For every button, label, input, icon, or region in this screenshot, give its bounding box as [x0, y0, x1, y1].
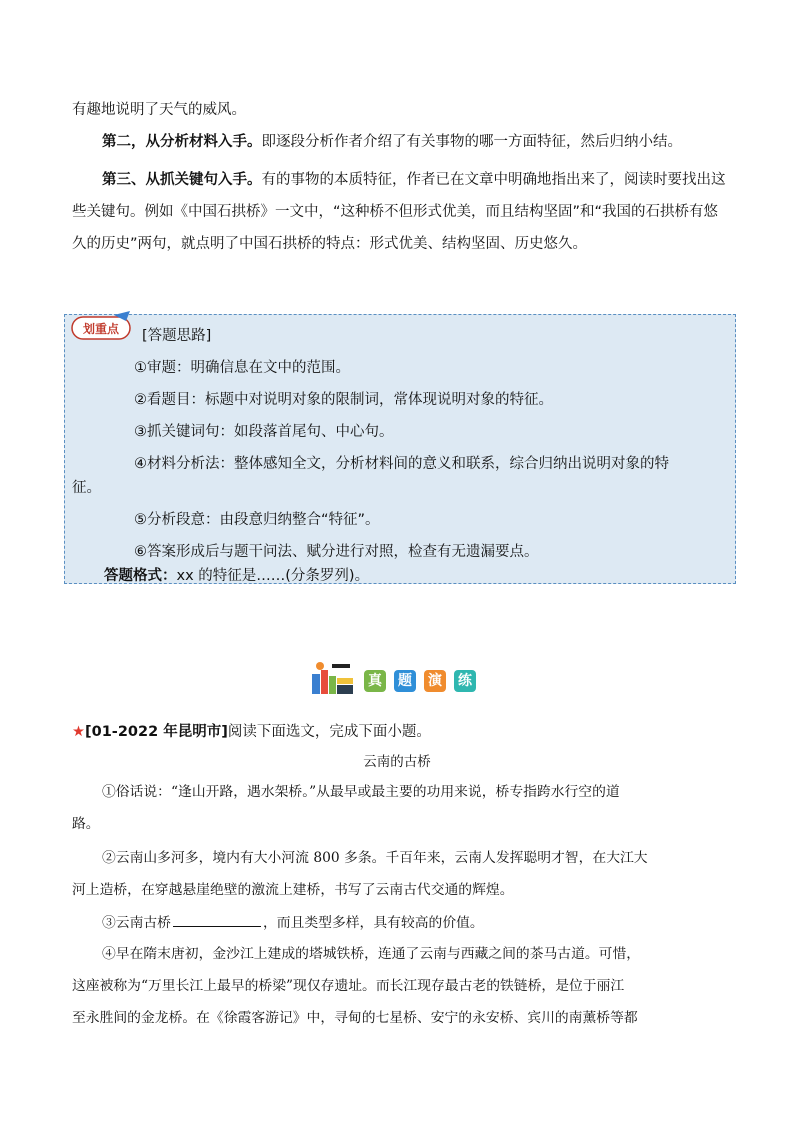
question-source: [01-2022 年昆明市]: [85, 724, 228, 740]
passage-p1: ①俗话说：“逢山开路，遇水架桥。”从最早或最主要的功用来说，桥专指跨水行空的道: [102, 784, 620, 800]
answer-format-label: 答题格式：: [104, 568, 177, 584]
intro-line: 有趣地说明了天气的威风。: [72, 102, 246, 118]
section-header-practice: [308, 660, 488, 696]
tip-item-3: ③抓关键词句：如段落首尾句、中心句。: [134, 424, 394, 440]
star-icon: ★: [72, 724, 85, 740]
passage-p1-cont: 路。: [72, 816, 100, 832]
answer-format: [104, 566, 369, 586]
passage-title: 云南的古桥: [363, 754, 431, 770]
section-char-1: 真: [364, 670, 386, 692]
intro-p2-text: 即逐段分析作者介绍了有关事物的哪一方面特征，然后归纳小结。: [261, 134, 682, 150]
passage-p3-end: ，而且类型多样，具有较高的价值。: [262, 915, 484, 931]
intro-p3-text: 有的事物的本质特征，作者已在文章中明确地指出来了，阅读时要找出这些关键句。例如《中国石拱桥》一文中，“这种桥不但形式优美，而且结构坚固”和“我国的石拱桥有悠久的历史”两句，就点明了中国石拱桥的特点：形式优美、结构坚固、历史悠久。: [72, 172, 726, 252]
passage-p4-cont-2: 至永胜间的金龙桥。在《徐霞客游记》中，寻甸的七星桥、安宁的永安桥、宾川的南薰桥等都: [72, 1010, 638, 1026]
tip-item-6: ⑥答案形成后与题干问法、赋分进行对照，检查有无遗漏要点。: [134, 544, 539, 560]
intro-p2-heading: 第二，从分析材料入手。: [102, 134, 262, 150]
tip-item-2: ②看题目：标题中对说明对象的限制词，常体现说明对象的特征。: [134, 392, 553, 408]
passage-p2: ②云南山多河多，境内有大小河流 800 多条。千百年来，云南人发挥聪明才智，在大江大: [102, 850, 648, 866]
tip-item-4-cont: 征。: [72, 480, 101, 496]
intro-paragraph-3: [72, 164, 726, 260]
section-char-3: 演: [424, 670, 446, 692]
tips-heading: [答题思路]: [142, 328, 212, 344]
badge-text: 划重点: [82, 322, 120, 336]
fill-in-blank[interactable]: [173, 912, 261, 927]
passage-p3-start: ③云南古桥: [102, 915, 171, 931]
tip-item-4: ④材料分析法：整体感知全文，分析材料间的意义和联系，综合归纳出说明对象的特: [134, 456, 669, 472]
intro-p3-heading: 第三、从抓关键句入手。: [102, 172, 262, 188]
passage-p4-cont-1: 这座被称为“万里长江上最早的桥梁”现仅存遗址。而长江现存最古老的铁链桥，是位于丽江: [72, 978, 625, 994]
passage-p4: ④早在隋末唐初，金沙江上建成的塔城铁桥，连通了云南与西藏之间的茶马古道。可惜，: [102, 946, 641, 962]
passage-p3: [72, 912, 722, 933]
question-header: [72, 722, 722, 742]
tip-item-5: ⑤分析段意：由段意归纳整合“特征”。: [134, 512, 380, 528]
answer-format-text: xx 的特征是……(分条罗列)。: [176, 568, 370, 584]
highlight-badge-icon: [70, 311, 134, 341]
passage-p2-cont: 河上造桥，在穿越悬崖绝壁的激流上建桥，书写了云南古代交通的辉煌。: [72, 882, 514, 898]
section-char-4: 练: [454, 670, 476, 692]
question-instruction: 阅读下面选文，完成下面小题。: [227, 724, 431, 740]
intro-paragraph-2: [72, 132, 722, 152]
section-char-2: 题: [394, 670, 416, 692]
tip-item-1: ①审题：明确信息在文中的范围。: [134, 360, 350, 376]
books-icon: [308, 660, 356, 696]
